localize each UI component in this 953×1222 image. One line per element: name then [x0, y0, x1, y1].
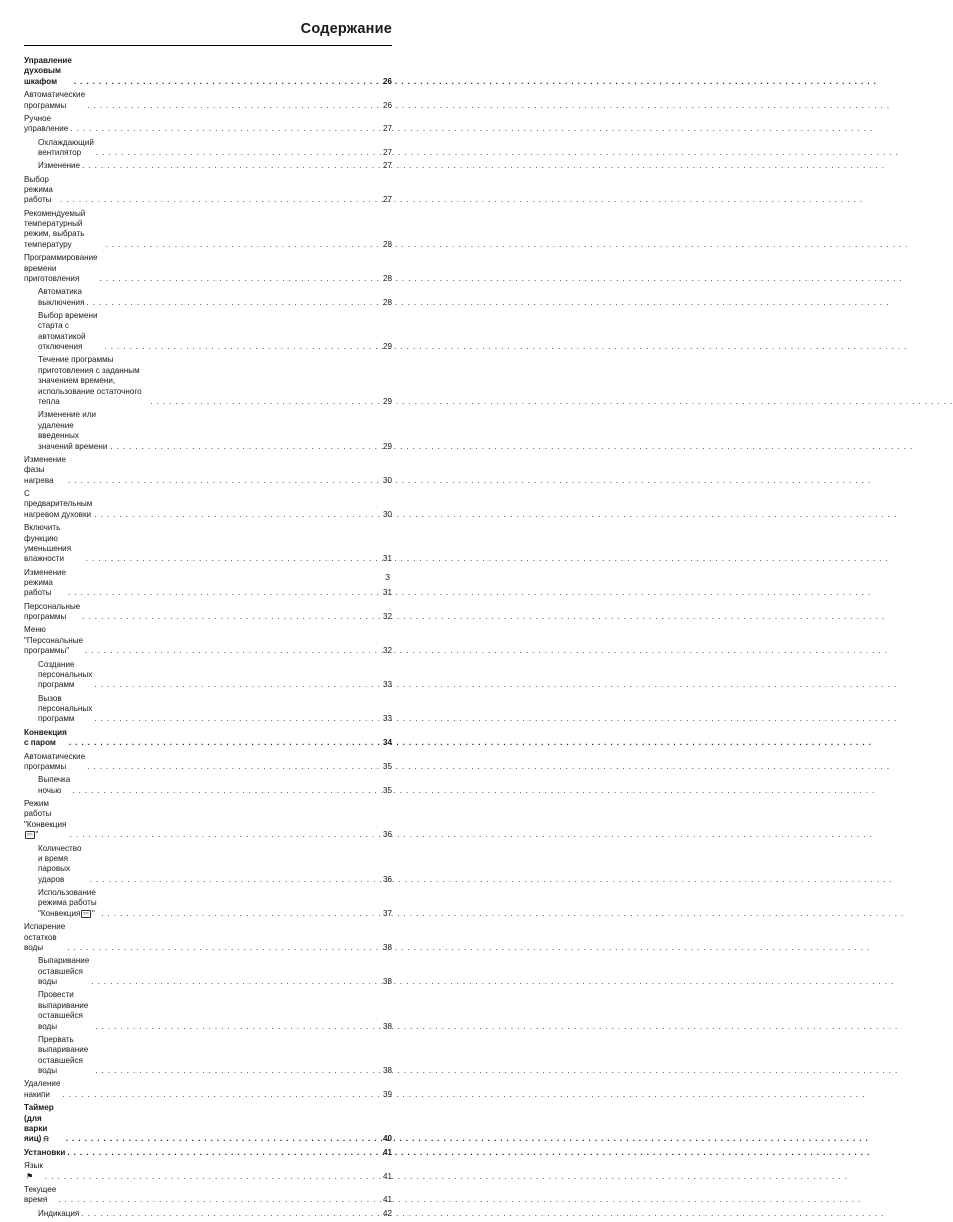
toc-entry-label	[38, 1035, 93, 1077]
toc-entry-label	[24, 799, 68, 841]
toc-entry-text: Прервать выпаривание оставшейся воды	[38, 1034, 89, 1076]
table-of-contents	[24, 56, 392, 1222]
dot-leader	[102, 342, 380, 352]
toc-entry-label	[24, 455, 66, 486]
toc-entry-label	[24, 625, 83, 656]
toc-entry-text: Таймер (для варки яиц)	[24, 1103, 54, 1144]
toc-entry-label	[24, 489, 92, 520]
toc-entry[interactable]	[24, 990, 392, 1032]
toc-section-entry[interactable]	[24, 1148, 392, 1158]
toc-entry-page-number: 27	[382, 124, 392, 134]
toc-entry[interactable]	[24, 90, 392, 111]
toc-entry-label	[38, 1209, 79, 1219]
toc-entry[interactable]	[24, 287, 392, 308]
toc-entry[interactable]	[24, 602, 392, 623]
toc-entry[interactable]	[24, 455, 392, 486]
toc-entry-text: Персональные программы	[24, 601, 81, 622]
flag-icon: ⚑	[26, 1171, 34, 1181]
toc-entry-page-number: 36	[382, 874, 392, 884]
toc-entry-page-number: 35	[382, 762, 392, 771]
dot-leader	[93, 1066, 380, 1076]
toc-entry-page-number: 41	[382, 1195, 392, 1205]
toc-entry[interactable]	[24, 568, 392, 599]
dot-leader	[68, 124, 380, 134]
toc-entry[interactable]	[24, 1185, 392, 1206]
toc-entry[interactable]	[24, 1035, 392, 1077]
dot-leader	[98, 274, 380, 284]
toc-entry[interactable]	[24, 922, 392, 953]
toc-entry-page-number: 31	[382, 588, 392, 598]
toc-entry-label	[24, 1079, 60, 1100]
toc-entry-text: Автоматические программы	[24, 90, 86, 110]
toc-entry-text: Выбор времени старта с автоматикой отключения	[38, 310, 98, 352]
toc-entry-label	[24, 523, 84, 565]
toc-entry-page-number: 38	[382, 942, 392, 952]
dot-leader	[65, 1148, 380, 1158]
toc-entry-page-number: 28	[382, 273, 392, 283]
toc-entry-page-number: 39	[382, 1089, 392, 1099]
toc-entry-page-number: 31	[382, 554, 392, 564]
toc-entry[interactable]	[24, 799, 392, 841]
dot-leader	[72, 77, 380, 87]
toc-entry[interactable]	[24, 956, 392, 987]
toc-entry-label	[38, 311, 102, 353]
dot-leader	[60, 1090, 380, 1100]
toc-entry-label	[24, 90, 85, 111]
toc-entry-text: Выпечка ночью	[38, 775, 71, 795]
dot-leader	[93, 1022, 380, 1032]
dot-leader	[85, 762, 380, 772]
toc-entry[interactable]	[24, 523, 392, 565]
toc-entry[interactable]	[24, 844, 392, 886]
bell-icon: ⍾	[43, 1134, 49, 1144]
toc-entry-label	[24, 728, 67, 749]
steam-convection-symbol-icon: ≈≈	[83, 910, 89, 917]
toc-entry-label	[24, 114, 68, 135]
toc-entry-label	[24, 752, 85, 773]
toc-entry-text: Выпаривание оставшейся воды	[38, 956, 90, 987]
toc-entry-page-number: 27	[382, 161, 392, 171]
toc-entry-page-number: 41	[382, 1147, 392, 1157]
toc-entry-text: Конвекция с паром	[24, 727, 67, 748]
toc-entry-page-number: 32	[382, 646, 392, 656]
toc-entry-page-number: 38	[382, 1066, 392, 1076]
dot-leader	[148, 397, 380, 407]
toc-entry-text: Испарение остатков воды	[24, 922, 66, 952]
toc-entry[interactable]	[24, 1079, 392, 1100]
dot-leader	[67, 738, 380, 748]
toc-entry[interactable]	[24, 489, 392, 520]
toc-entry-label	[38, 844, 88, 886]
dot-leader	[43, 1172, 380, 1182]
toc-entry-page-number: 41	[382, 1171, 392, 1181]
toc-entry-label	[38, 694, 92, 725]
toc-section-entry[interactable]	[24, 728, 392, 749]
toc-entry-page-number: 30	[382, 475, 392, 485]
toc-entry-text: Автоматические программы	[24, 751, 86, 771]
toc-entry[interactable]	[24, 625, 392, 656]
toc-entry-text: Режим работы "Конвекция	[24, 799, 67, 829]
toc-entry-page-number: 29	[382, 441, 392, 451]
toc-entry-page-number: 38	[382, 1021, 392, 1031]
page-title: Содержание	[300, 21, 392, 37]
toc-entry-page-number: 34	[382, 738, 392, 748]
toc-entry-text: Ручное управление	[24, 113, 69, 134]
dot-leader	[84, 298, 380, 308]
toc-entry-text: Изменение режима работы	[24, 567, 67, 598]
dot-leader	[70, 786, 380, 796]
toc-entry-label	[24, 56, 72, 87]
toc-entry[interactable]	[24, 138, 392, 159]
dot-leader	[84, 554, 380, 564]
toc-entry-text: Изменение или удаление введенных значений времени	[38, 410, 108, 451]
dot-leader	[99, 909, 380, 919]
toc-entry-page-number: 30	[382, 509, 392, 519]
toc-entry-text: Текущее время	[24, 1184, 57, 1205]
toc-entry-text: Провести выпаривание оставшейся воды	[38, 990, 89, 1031]
toc-entry-text: Язык	[24, 1161, 43, 1171]
dot-leader	[94, 148, 380, 158]
toc-entry[interactable]	[24, 114, 392, 135]
toc-section-entry[interactable]	[24, 1103, 392, 1145]
toc-entry-page-number: 42	[382, 1208, 392, 1218]
dot-leader	[65, 943, 380, 953]
toc-entry-label	[38, 956, 89, 987]
toc-entry-label	[38, 355, 148, 407]
toc-entry-label	[24, 922, 65, 953]
toc-entry[interactable]	[24, 253, 392, 284]
toc-entry-label	[24, 1161, 43, 1182]
toc-entry[interactable]	[24, 355, 392, 407]
dot-leader	[83, 646, 380, 656]
toc-entry-label	[38, 888, 99, 919]
toc-entry[interactable]	[24, 1161, 392, 1182]
toc-entry-page-number: 27	[382, 195, 392, 205]
toc-entry-label	[24, 175, 58, 206]
dot-leader	[64, 1134, 380, 1144]
title-divider	[24, 45, 392, 46]
toc-entry-label	[38, 138, 94, 159]
toc-entry[interactable]	[24, 410, 392, 452]
toc-entry-label	[24, 209, 104, 251]
toc-entry-text: Индикация	[38, 1208, 80, 1218]
toc-entry-page-number: 27	[382, 147, 392, 157]
dot-leader	[79, 1209, 380, 1219]
toc-entry[interactable]	[24, 660, 392, 691]
toc-entry-text: С предварительным нагревом духовки	[24, 489, 93, 519]
toc-entry-page-number: 35	[382, 785, 392, 795]
toc-entry-label	[38, 287, 84, 308]
toc-entry[interactable]	[24, 752, 392, 773]
toc-entry-label	[24, 568, 66, 599]
toc-entry[interactable]	[24, 694, 392, 725]
toc-entry[interactable]	[24, 161, 392, 171]
dot-leader	[80, 161, 380, 171]
toc-entry[interactable]	[24, 775, 392, 796]
toc-entry-suffix: "	[91, 908, 95, 918]
toc-entry-page-number: 28	[382, 239, 392, 249]
dot-leader	[92, 714, 380, 724]
toc-entry-label	[38, 410, 108, 452]
toc-entry-text: Программирование времени приготовления	[24, 253, 98, 283]
toc-entry-text: Количество и время паровых ударов	[38, 843, 82, 884]
toc-entry-page-number: 37	[382, 908, 392, 918]
toc-entry-label	[38, 660, 92, 691]
toc-entry[interactable]	[24, 311, 392, 353]
toc-entry-text: Меню "Персональные программы"	[24, 625, 84, 656]
toc-entry-text: Включить функцию уменьшения влажности	[24, 523, 72, 564]
toc-entry-page-number: 29	[382, 397, 392, 407]
dot-leader	[66, 588, 380, 598]
toc-entry-page-number: 38	[382, 977, 392, 987]
toc-entry-label	[38, 161, 80, 171]
steam-convection-symbol-icon: ≈≈	[27, 832, 33, 839]
toc-entry-text: Течение программы приготовления с заданным значением времени, использование остаточного тепла	[38, 355, 142, 407]
toc-entry-page-number: 33	[382, 714, 392, 724]
toc-entry-page-number: 29	[382, 342, 392, 352]
page-number: 3	[385, 572, 390, 582]
toc-entry-page-number: 26	[382, 100, 392, 110]
toc-entry-text: Вызов персональных программ	[38, 693, 93, 724]
dot-leader	[66, 476, 380, 486]
toc-entry-text: Изменение фазы нагрева	[24, 454, 67, 485]
toc-entry-page-number: 28	[382, 297, 392, 307]
toc-entry-label	[24, 1148, 65, 1158]
dot-leader	[58, 195, 380, 205]
dot-leader	[88, 875, 380, 885]
toc-entry-label	[24, 602, 80, 623]
toc-entry-text: Охлаждающий вентилятор	[38, 137, 94, 157]
toc-entry-text: Создание персональных программ	[38, 659, 93, 690]
toc-entry-text: Установки	[24, 1147, 66, 1157]
toc-entry[interactable]	[24, 1209, 392, 1219]
toc-entry-text: Автоматика выключения	[38, 287, 85, 307]
dot-leader	[85, 101, 380, 111]
toc-section-entry[interactable]	[24, 56, 392, 87]
toc-entry-label	[38, 775, 70, 796]
dot-leader	[68, 830, 380, 840]
toc-entry-text: Удаление накипи	[24, 1079, 61, 1099]
toc-entry-page-number: 40	[382, 1134, 392, 1144]
dot-leader	[80, 612, 380, 622]
toc-entry[interactable]	[24, 175, 392, 206]
toc-entry-text: Изменение	[38, 161, 81, 171]
toc-entry-label	[24, 1185, 56, 1206]
toc-entry-page-number: 32	[382, 612, 392, 622]
dot-leader	[92, 680, 380, 690]
toc-entry-page-number: 36	[382, 830, 392, 840]
dot-leader	[104, 240, 380, 250]
toc-entry[interactable]	[24, 209, 392, 251]
dot-leader	[92, 510, 380, 520]
toc-entry-page-number: 26	[382, 76, 392, 86]
toc-entry-text: Управление духовым шкафом	[24, 56, 72, 86]
dot-leader	[89, 977, 380, 987]
dot-leader	[56, 1195, 380, 1205]
toc-entry-text: Рекомендуемый температурный режим, выбрать температуру	[24, 208, 86, 249]
toc-entry-label	[24, 253, 98, 284]
toc-entry-text: Использование режима работы "Конвекция	[38, 888, 97, 918]
toc-entry-label	[24, 1103, 64, 1145]
toc-entry-text: Выбор режима работы	[24, 174, 53, 205]
toc-entry[interactable]	[24, 888, 392, 919]
toc-entry-suffix: "	[35, 830, 39, 840]
dot-leader	[108, 442, 380, 452]
toc-entry-label	[38, 990, 93, 1032]
toc-entry-page-number: 33	[382, 680, 392, 690]
